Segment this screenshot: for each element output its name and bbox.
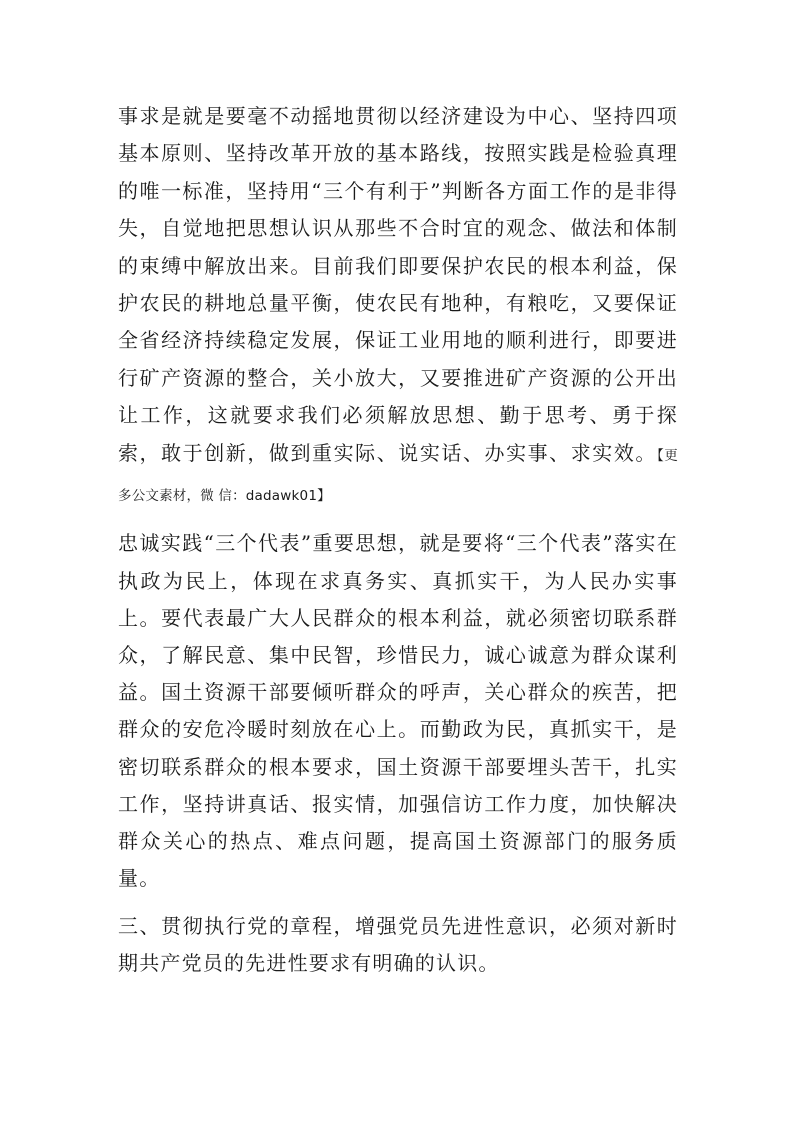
- paragraph-2: 忠诚实践“三个代表”重要思想，就是要将“三个代表”落实在执政为民上，体现在求真务实、真抓实干，为人民办实事上。要代表最广大人民群众的根本利益，就必须密切联系群众，了解民意、集中民智，珍惜民力，诚心诚意为群众谋利益。国土资源干部要倾听群众的呼声，关心群众的疾苦，把群众的安危冷暖时刻放在心上。而勤政为民，真抓实干，是密切联系群众的根本要求，国土资源干部要埋头苦干，扎实工作，坚持讲真话、报实情，加强信访工作力度，加快解决群众关心的热点、难点问题，提高国土资源部门的服务质量。: [118, 531, 678, 891]
- document-page: [118, 98, 678, 982]
- paragraph-3: 三、贯彻执行党的章程，增强党员先进性意识，必须对新时期共产党员的先进性要求有明确的认识。: [118, 913, 678, 975]
- promo-note: 【更多公文素材，微 信：dadawk01】: [118, 447, 678, 505]
- paragraph-1-text: 事求是就是要毫不动摇地贯彻以经济建设为中心、坚持四项基本原则、坚持改革开放的基本路线，按照实践是检验真理的唯一标准，坚持用“三个有利于”判断各方面工作的是非得失，自觉地把思想认识从那些不合时宜的观念、做法和体制的束缚中解放出来。目前我们即要保护农民的根本利益，保护农民的耕地总量平衡，使农民有地种，有粮吃，又要保证全省经济持续稳定发展，保证工业用地的顺利进行，即要进行矿产资源的整合，关小放大，又要推进矿产资源的公开出让工作，这就要求我们必须解放思想、勤于思考、勇于探索，敢于创新，做到重实际、说实话、办实事、求实效。: [118, 104, 678, 465]
- paragraph-1: [118, 98, 678, 515]
